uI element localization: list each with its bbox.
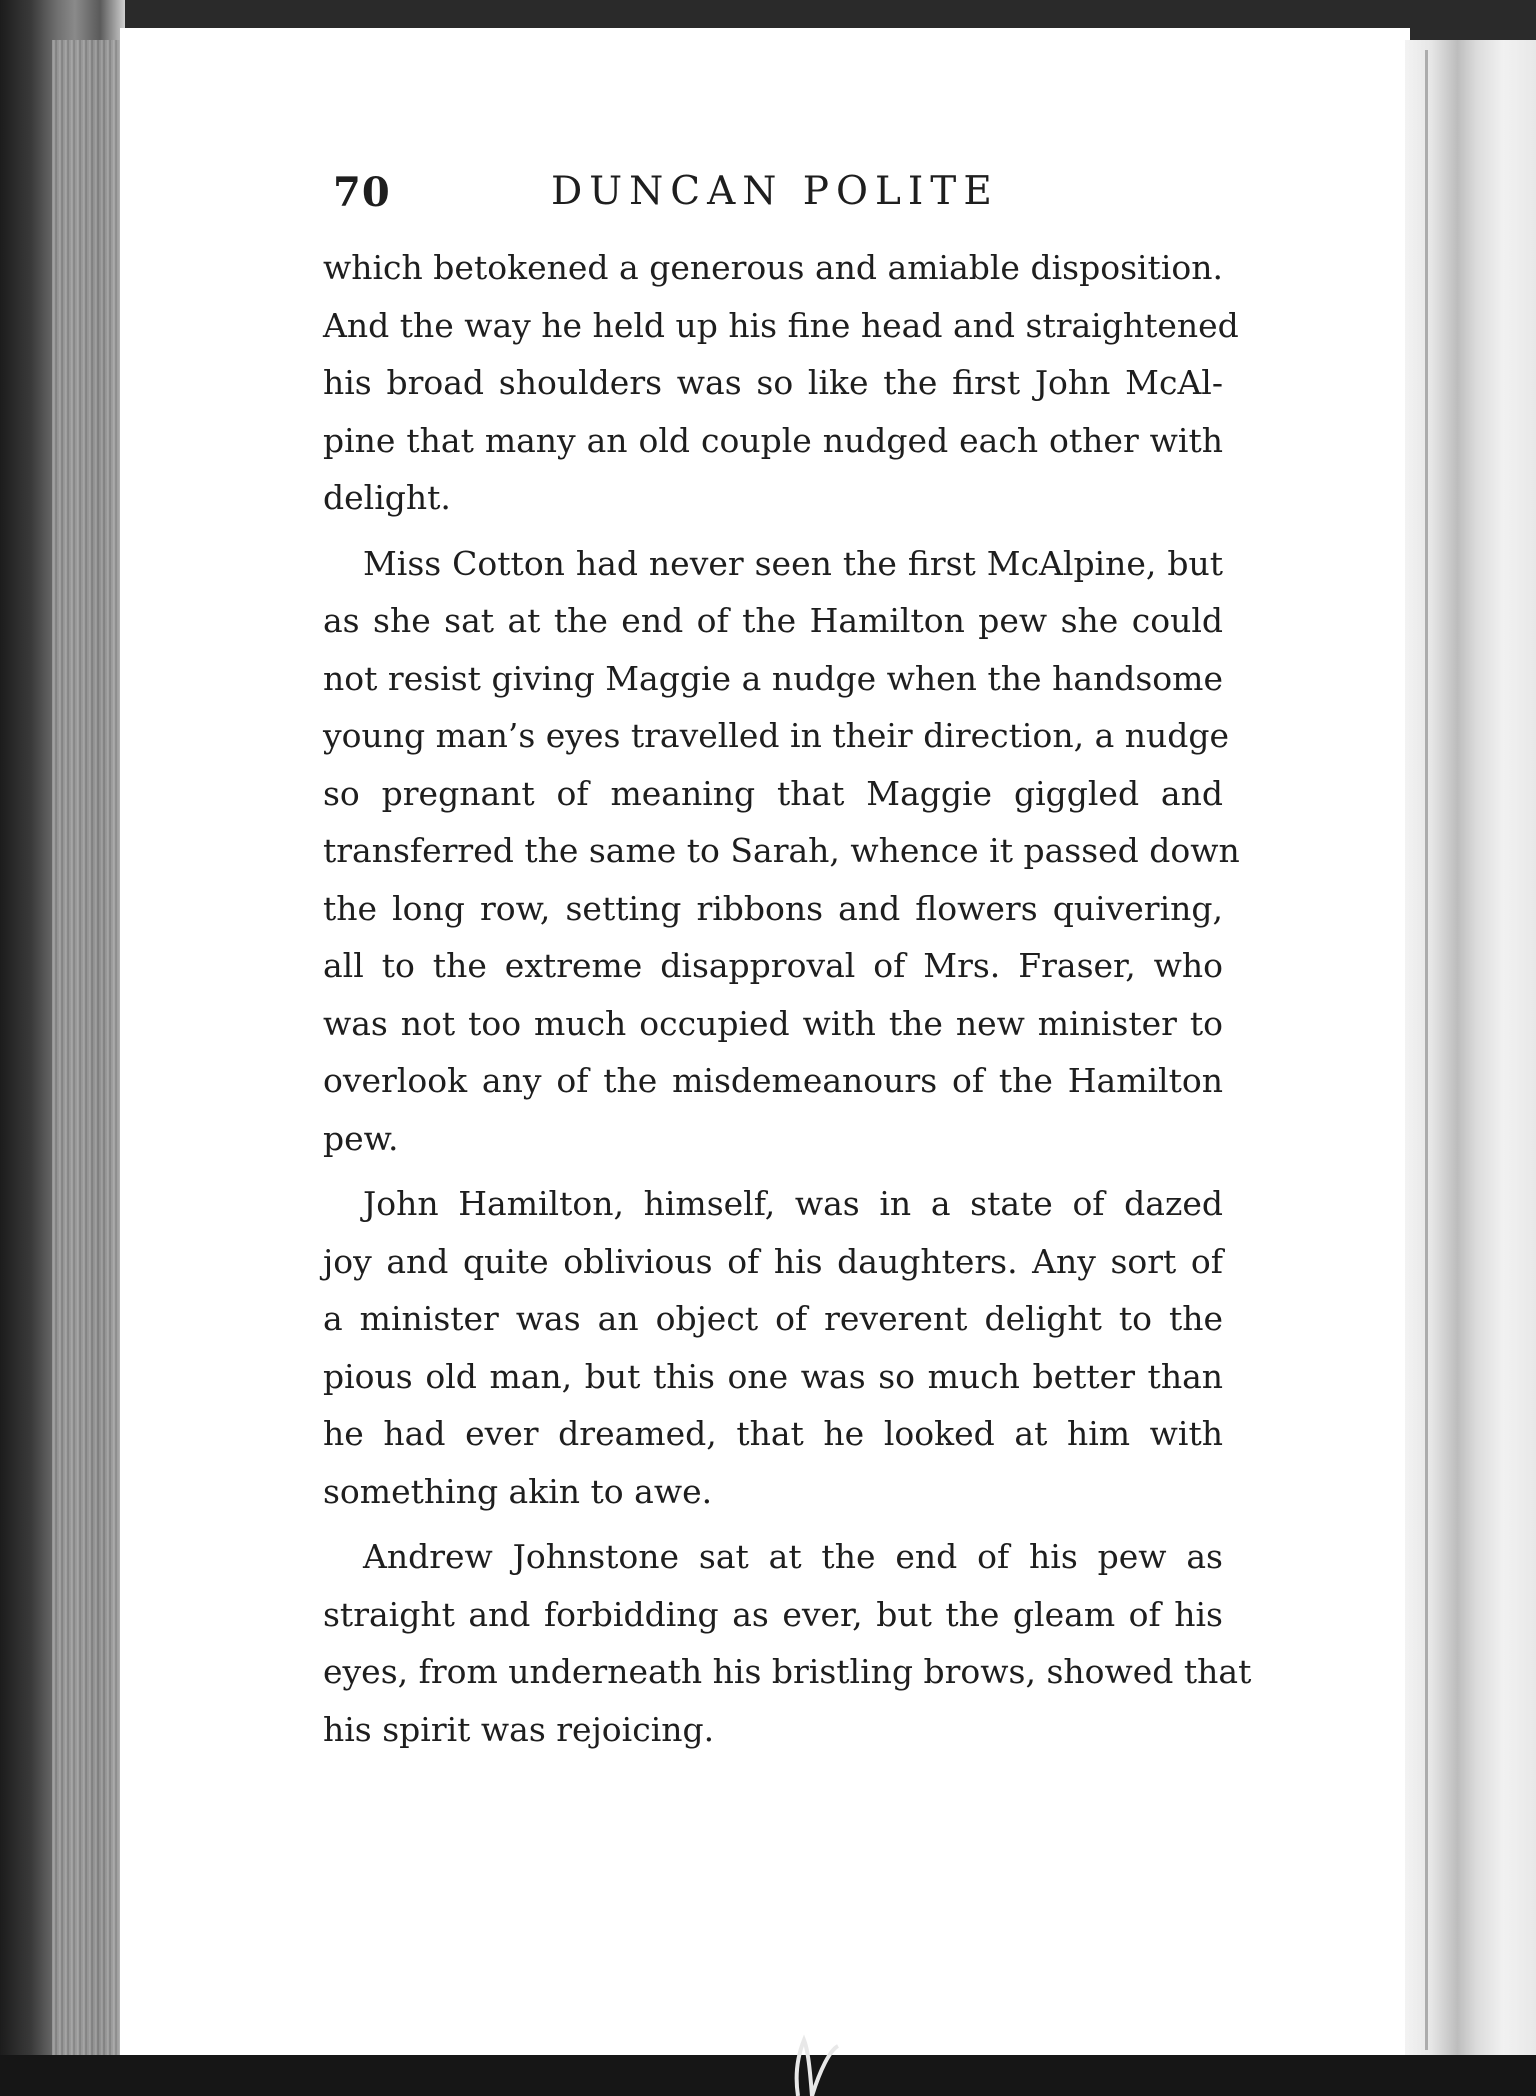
page-corner-mark [790, 2010, 850, 2096]
text-line: all to the extreme disapproval of Mrs. Fraser, who [323, 946, 1223, 985]
text-line: something akin to awe. [323, 1471, 713, 1511]
text-line: straight and forbidding as ever, but the gleam of his [323, 1594, 1223, 1634]
page-edges-left [52, 40, 122, 2070]
text-line: John Hamilton, himself, was in a state of dazed [363, 1184, 1223, 1223]
text-line: pine that many an old couple nudged each other with [323, 420, 1223, 460]
text-line: not resist giving Maggie a nudge when the handsome [323, 658, 1223, 698]
paragraph-3 [323, 1175, 1223, 1520]
text-line: joy and quite oblivious of his daughters. Any sort of [323, 1241, 1223, 1281]
paragraph-2 [323, 535, 1240, 1168]
text-line: was not too much occupied with the new minister to [323, 1003, 1223, 1043]
running-title: DUNCAN POLITE [551, 169, 999, 214]
text-line: his broad shoulders was so like the first John McAl- [323, 363, 1223, 402]
text-line: And the way he held up his fine head and straightened [323, 305, 1239, 345]
text-line: young man’s eyes travelled in their direction, a nudge [323, 716, 1230, 755]
text-line: Miss Cotton had never seen the first McAlpine, but [363, 543, 1223, 583]
text-line: transferred the same to Sarah, whence it passed down [323, 831, 1240, 870]
text-line: which betokened a generous and amiable disposition. [323, 248, 1223, 287]
scan-bottom-band [0, 2055, 1536, 2096]
text-line: pew. [323, 1118, 399, 1158]
text-line: delight. [323, 478, 451, 517]
paragraph-1 [323, 239, 1239, 527]
paragraph-4 [323, 1528, 1252, 1758]
text-line: Andrew Johnstone sat at the end of his pew as [363, 1537, 1223, 1576]
text-line: a minister was an object of reverent delight to the [323, 1299, 1223, 1338]
text-line: he had ever dreamed, that he looked at him with [323, 1414, 1223, 1453]
text-line: as she sat at the end of the Hamilton pew she could [323, 601, 1223, 640]
text-line: the long row, setting ribbons and flowers quivering, [323, 888, 1223, 928]
text-line: overlook any of the misdemeanours of the Hamilton [323, 1061, 1223, 1100]
text-line: eyes, from underneath his bristling brows, showed that [323, 1652, 1252, 1691]
text-line: pious old man, but this one was so much better than [323, 1356, 1223, 1396]
binding-fold-line [1425, 50, 1428, 2050]
running-head [323, 165, 1223, 225]
text-line: his spirit was rejoicing. [323, 1709, 715, 1749]
page-number: 70 [333, 169, 391, 216]
page-text [323, 165, 1252, 1758]
text-line: so pregnant of meaning that Maggie giggled and [323, 773, 1223, 813]
scan-top-band [0, 0, 1536, 30]
